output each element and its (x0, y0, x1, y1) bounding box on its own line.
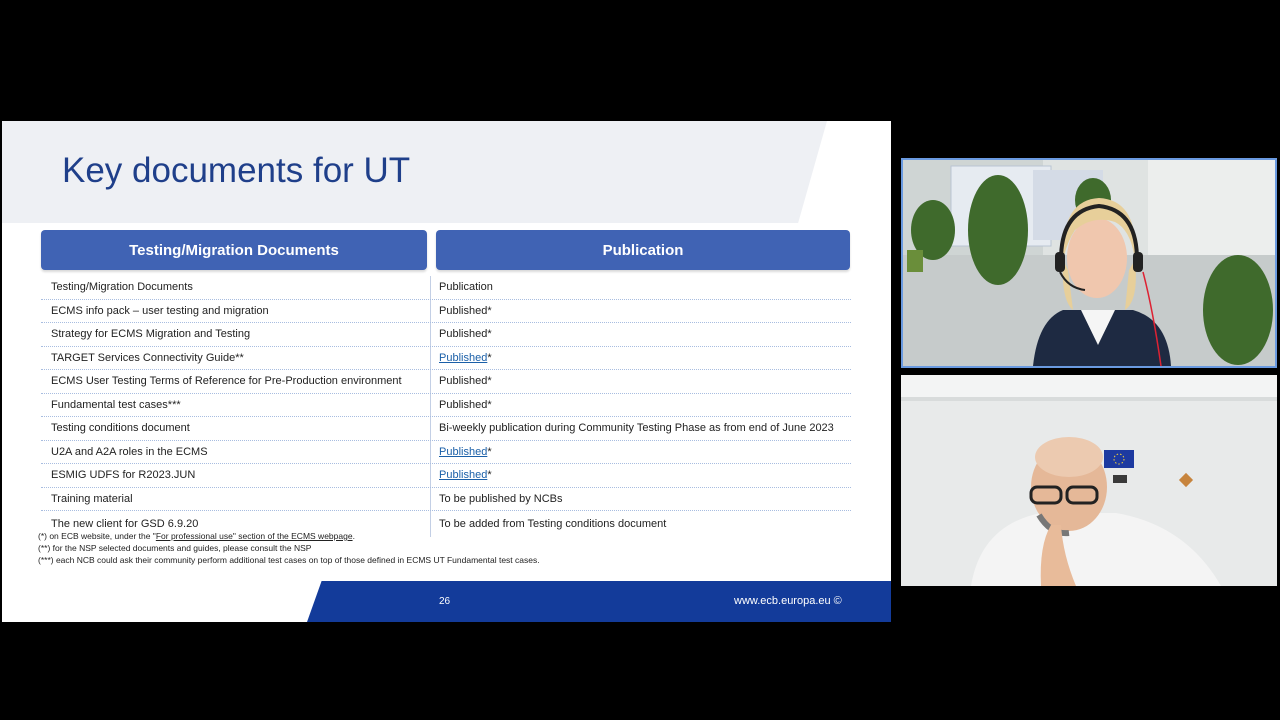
table-row (41, 394, 851, 418)
slide-title: Key documents for UT (62, 151, 411, 190)
published-link[interactable]: Published (439, 351, 488, 364)
publication-cell: Publication (439, 281, 493, 294)
table-row (41, 488, 851, 512)
document-cell: Strategy for ECMS Migration and Testing (41, 323, 431, 346)
presentation-slide (2, 121, 891, 622)
publication-cell: Published* (439, 328, 492, 341)
footnote-2: (**) for the NSP selected documents and guides, please consult the NSP (38, 543, 312, 553)
participant-video-1 (903, 160, 1275, 366)
document-cell: Training material (41, 488, 431, 511)
publication-footnote-mark: * (487, 445, 492, 458)
participant-video-tile-1[interactable] (901, 158, 1277, 368)
professional-use-link[interactable]: For professional use" section of the ECMS webpage (155, 531, 353, 541)
table-row (41, 441, 851, 465)
publication-cell: Published* (439, 304, 492, 317)
footnote-text: (*) on ECB website, under the " (38, 531, 156, 541)
publication-cell: To be published by NCBs (439, 492, 563, 505)
publication-footnote-mark: * (487, 469, 492, 482)
document-cell: ECMS info pack – user testing and migration (41, 300, 431, 323)
published-link[interactable]: Published (439, 445, 488, 458)
document-cell: ECMS User Testing Terms of Reference for Pre-Production environment (41, 370, 431, 393)
publication-cell: Published* (439, 398, 492, 411)
table-row (41, 347, 851, 371)
publication-cell: Published* (439, 375, 492, 388)
footnote-text: . (352, 531, 355, 541)
documents-table (41, 276, 851, 537)
table-row (41, 300, 851, 324)
document-cell: The new client for GSD 6.9.20 (41, 511, 431, 537)
publication-cell (431, 441, 851, 464)
publication-cell (431, 347, 851, 370)
table-row (41, 417, 851, 441)
participant-video-2 (901, 375, 1277, 586)
document-cell: TARGET Services Connectivity Guide** (41, 347, 431, 370)
table-row (41, 276, 851, 300)
document-cell: Testing conditions document (41, 417, 431, 440)
publication-footnote-mark: * (487, 351, 492, 364)
publication-cell: To be added from Testing conditions document (439, 518, 667, 530)
footnotes (38, 530, 540, 566)
table-row (41, 370, 851, 394)
document-cell: Fundamental test cases*** (41, 394, 431, 417)
footnote-3: (***) each NCB could ask their community perform additional test cases on top of those defined in ECMS UT Fundamental test cases. (38, 555, 540, 565)
publication-cell (431, 464, 851, 487)
table-row (41, 323, 851, 347)
column-header-documents: Testing/Migration Documents (41, 230, 427, 270)
document-cell: Testing/Migration Documents (41, 276, 431, 299)
document-cell: U2A and A2A roles in the ECMS (41, 441, 431, 464)
publication-cell: Bi-weekly publication during Community Testing Phase as from end of June 2023 (439, 422, 834, 435)
published-link[interactable]: Published (439, 469, 488, 482)
column-header-publication: Publication (436, 230, 850, 270)
footer-url: www.ecb.europa.eu © (734, 595, 842, 607)
table-row (41, 464, 851, 488)
footnote-1 (38, 530, 540, 542)
page-number: 26 (439, 596, 451, 607)
document-cell: ESMIG UDFS for R2023.JUN (41, 464, 431, 487)
participant-video-tile-2[interactable] (901, 375, 1277, 586)
